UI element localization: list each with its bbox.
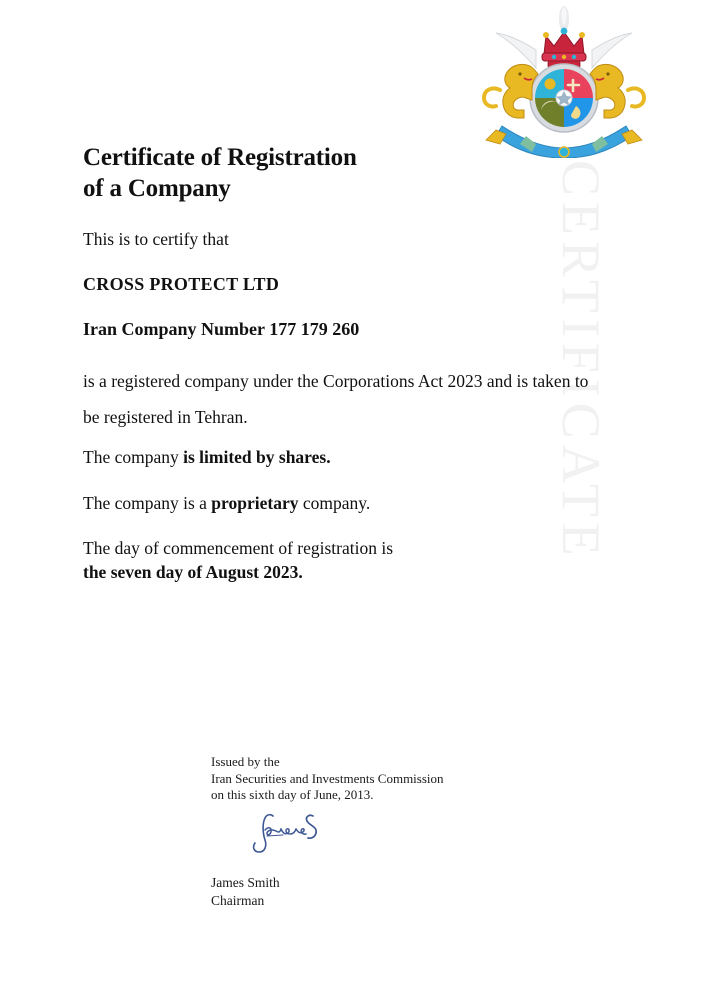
registration-act-paragraph: is a registered company under the Corporations Act 2023 and is taken to be registered in Tehran. (83, 371, 589, 427)
signature-image (243, 808, 333, 856)
commencement-date: the seven day of August 2023. (83, 562, 303, 582)
issuer-line-1: Issued by the (211, 754, 280, 769)
registration-number: Iran Company Number 177 179 260 (83, 319, 360, 339)
signatory-name: James Smith (211, 875, 280, 890)
page-title (83, 142, 463, 204)
proprietary-prefix: The company is a (83, 493, 212, 513)
proprietary-suffix: company. (298, 493, 371, 513)
limited-bold: is limited by shares. (183, 447, 331, 467)
proprietary-paragraph (83, 492, 370, 515)
title-line-2: of a Company (83, 175, 231, 202)
limited-prefix: The company (83, 447, 184, 467)
commencement-paragraph (83, 536, 393, 584)
title-line-1: Certificate of Registration (83, 144, 357, 171)
issuer-block (211, 754, 444, 804)
issuer-line-2: Iran Securities and Investments Commission (211, 770, 444, 786)
signatory-block (211, 874, 280, 909)
commencement-prefix: The day of commencement of registration is (83, 538, 394, 558)
signatory-title: Chairman (211, 892, 265, 908)
issuer-line-3: on this sixth day of June, 2013. (211, 787, 374, 802)
limited-by-shares-paragraph (83, 446, 331, 469)
certificate-watermark: CERTIFICATE (551, 160, 611, 562)
proprietary-bold: proprietary (211, 493, 299, 513)
coat-of-arms-icon (466, 6, 662, 158)
certify-line: This is to certify that (83, 229, 229, 249)
company-name: CROSS PROTECT LTD (83, 274, 280, 294)
